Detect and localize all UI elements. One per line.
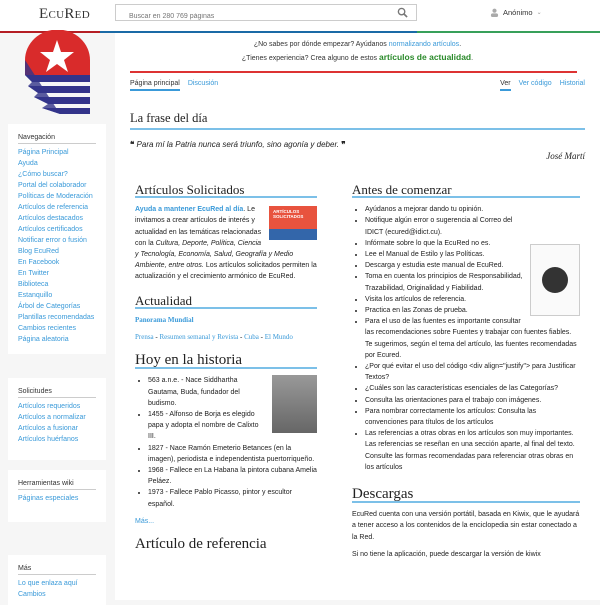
solicitados-text: Ayuda a mantener EcuRed al día. Le invitamos a crear artículos de interés y actualidad en las temáticas relacionadas con la Cultura, Deporte, Política, Ciencia y Tecnología, Economía, Salud, Geografía y Medio Ambiente, entre otros. Los artículos solicitados permiten la actualización y el crecimiento armónico de EcuRed.: [135, 206, 317, 281]
user-menu[interactable]: [490, 8, 542, 17]
sidebar-item[interactable]: ¿Cómo buscar?: [18, 171, 68, 178]
list-item: • 563 a.n.e. - Nace Siddhartha Gautama, Buda, fundador del budismo.: [148, 375, 317, 409]
section-title: Antes de comenzar: [352, 184, 580, 198]
search-input[interactable]: [116, 9, 386, 24]
sidebar-mas: [8, 555, 106, 605]
list-item: • Las referencias a otras obras en los artículos son muy importantes. Las referencias se reseñan en una sección aparte, al final del texto. Consulte las formas recomendadas para referenciar otras obras en los artículos: [365, 428, 580, 473]
cuba-link[interactable]: Cuba: [244, 333, 259, 342]
actualidad-link[interactable]: artículos de actualidad: [379, 52, 472, 62]
solicitados-image[interactable]: [269, 206, 317, 240]
sidebar-item[interactable]: En Twitter: [18, 270, 49, 277]
sidebar-solicitudes: [8, 378, 106, 460]
section-title: Artículos Solicitados: [135, 184, 317, 198]
list-item: • ¿Por qué evitar el uso del código <div align="justify"> para Justificar Textos?: [365, 361, 580, 383]
ecured-logo[interactable]: [20, 30, 95, 115]
nav-heading: Navegación: [18, 134, 96, 144]
list-item: • Lee el Manual de Estilo y las Políticas.: [365, 249, 580, 260]
sidebar-herramientas: [8, 470, 106, 522]
section-title: Artículo de referencia: [135, 536, 267, 553]
sidebar-item[interactable]: En Facebook: [18, 259, 60, 266]
sidebar-item[interactable]: Artículos de referencia: [18, 204, 89, 211]
solicitudes-heading: Solicitudes: [18, 388, 96, 398]
sidebar-item[interactable]: Blog EcuRed: [18, 248, 59, 255]
panorama-link[interactable]: Panorama Mundial: [135, 315, 194, 324]
mas-link[interactable]: Más...: [135, 517, 155, 525]
sidebar-item[interactable]: Políticas de Moderación: [18, 193, 93, 200]
notice-text: ¿Tienes experiencia? Crea alguno de estos: [241, 55, 380, 62]
list-item: • Toma en cuenta los principios de Responsabilidad, Trazabilidad, Originalidad y Fiabilidad.: [365, 271, 580, 293]
prensa-link[interactable]: Prensa: [135, 333, 154, 342]
quote-open-icon: ❝: [130, 140, 135, 149]
divider: [130, 71, 577, 73]
list-item: • 1973 - Fallece Pablo Picasso, pintor y escultor español.: [148, 487, 317, 509]
list-item: • Consulta las orientaciones para el trabajo con imágenes.: [365, 395, 580, 406]
historia-photo[interactable]: [272, 375, 317, 433]
section-title: La frase del día: [130, 111, 585, 130]
top-bar: [0, 0, 600, 33]
sidebar-item[interactable]: Página aleatoria: [18, 336, 69, 343]
sidebar-navigation: [8, 124, 106, 354]
resumen-link[interactable]: Resumen semanal y Revista: [159, 333, 239, 342]
search-box[interactable]: [115, 4, 417, 21]
main-content: [115, 33, 600, 600]
sidebar-item[interactable]: Ayuda: [18, 160, 38, 167]
signature: José Martí: [546, 151, 585, 161]
section-title: Actualidad: [135, 295, 317, 309]
search-icon[interactable]: [397, 7, 408, 18]
list-item: • Notifique algún error o sugerencia al Correo del IDICT (ecured@idict.cu).: [365, 215, 580, 237]
quote-text: Para mí la Patria nunca será triunfo, sino agonía y deber.: [136, 140, 340, 149]
tab-ver[interactable]: Ver: [500, 80, 511, 91]
list-item: • 1968 - Fallece en La Habana la pintora cubana Amelia Peláez.: [148, 465, 317, 487]
normalizando-link[interactable]: normalizando artículos: [388, 41, 460, 48]
ayuda-link[interactable]: Ayuda a mantener EcuRed al día: [135, 206, 244, 214]
sidebar-item[interactable]: Estanquillo: [18, 292, 53, 299]
tab-discusion[interactable]: Discusión: [187, 80, 219, 87]
quote: [130, 140, 585, 149]
list-item: • Infórmate sobre lo que la EcuRed no es.: [365, 238, 580, 249]
sidebar-item[interactable]: Artículos huérfanos: [18, 436, 79, 443]
sidebar-item[interactable]: Artículos requeridos: [18, 403, 81, 410]
mundo-link[interactable]: El Mundo: [264, 333, 293, 342]
sidebar-item[interactable]: Cambios recientes: [18, 325, 76, 332]
sidebar-item[interactable]: Páginas especiales: [18, 495, 79, 502]
sidebar-item[interactable]: Página Principal: [18, 149, 69, 156]
tab-ver-codigo[interactable]: Ver código: [518, 80, 552, 87]
section-title: Descargas: [352, 489, 580, 503]
section-title: Hoy en la historia: [135, 355, 317, 369]
mas-heading: Más: [18, 565, 96, 575]
sidebar-item[interactable]: Plantillas recomendadas: [18, 314, 95, 321]
list-item: • Ayúdanos a mejorar dando tu opinión.: [365, 204, 580, 215]
frase-section: [130, 111, 585, 161]
sidebar-item[interactable]: Árbol de Categorías: [18, 303, 81, 310]
descargas-text: Si no tiene la aplicación, puede descargar la versión de kiwix: [352, 550, 541, 558]
quote-close-icon: ❞: [341, 140, 346, 149]
sidebar-item[interactable]: Cambios: [18, 591, 46, 598]
sidebar-item[interactable]: Biblioteca: [18, 281, 49, 288]
actualidad-links: Prensa - Resumen semanal y Revista - Cuba - El Mundo: [135, 333, 293, 342]
sidebar-item[interactable]: Artículos a normalizar: [18, 414, 86, 421]
list-item: • 1827 - Nace Ramón Emeterio Betances (en la imagen), periodista e independentista puertorriqueño.: [148, 443, 317, 465]
sidebar-item[interactable]: Notificar error o fusión: [18, 237, 87, 244]
right-column: [352, 184, 580, 560]
sidebar-item[interactable]: Artículos a fusionar: [18, 425, 78, 432]
list-item: • Para el uso de las fuentes es importante consultar las recomendaciones sobre Fuentes y trabajar con fuentes fiables. Te sugerimos, según el tema del artículo, las fuentes recomendadas por Ecured.: [365, 316, 580, 361]
list-item: • Practica en las Zonas de prueba.: [365, 305, 580, 316]
sidebar-item[interactable]: Lo que enlaza aquí: [18, 580, 78, 587]
chevron-down-icon: ⌄: [536, 10, 542, 16]
list-item: • ¿Cuáles son las características esenciales de las Categorías?: [365, 383, 580, 394]
tab-pagina-principal[interactable]: Página principal: [130, 80, 180, 91]
manual-pdf-image[interactable]: [530, 244, 580, 316]
site-notice: ¿No sabes por dónde empezar? Ayúdanos normalizando artículos. ¿Tienes experiencia? Crea alguno de estos artículos de actualidad.: [241, 41, 474, 62]
image-text: ARTÍCULOS SOLICITADOS: [273, 209, 304, 220]
sidebar-item[interactable]: Portal del colaborador: [18, 182, 87, 189]
list-item: • Para nombrar correctamente los artículos: Consulta las convenciones para títulos de los artículos: [365, 406, 580, 428]
sidebar-item[interactable]: Artículos destacados: [18, 215, 83, 222]
sidebar-item[interactable]: Artículos certificados: [18, 226, 83, 233]
descargas-text: EcuRed cuenta con una versión portátil, basada en Kiwix, que le ayudará a tener acceso a los contenidos de la enciclopedia sin estar conectado a la Red.: [352, 511, 580, 541]
notice-text: ¿No sabes por dónde empezar? Ayúdanos: [253, 41, 389, 48]
list-item: • Descarga y estudia este manual de EcuRed.: [365, 260, 580, 271]
username: Anónimo: [503, 8, 533, 17]
list-item: • Visita los artículos de referencia.: [365, 294, 580, 305]
user-icon: [490, 8, 499, 17]
herramientas-heading: Herramientas wiki: [18, 480, 96, 490]
list-item: • 1455 - Alfonso de Borja es elegido papa y adopta el nombre de Calixto III.: [148, 409, 317, 443]
site-logo-text[interactable]: ECURED: [39, 6, 90, 22]
tab-historial[interactable]: Historial: [559, 80, 585, 87]
left-column: [135, 184, 317, 557]
